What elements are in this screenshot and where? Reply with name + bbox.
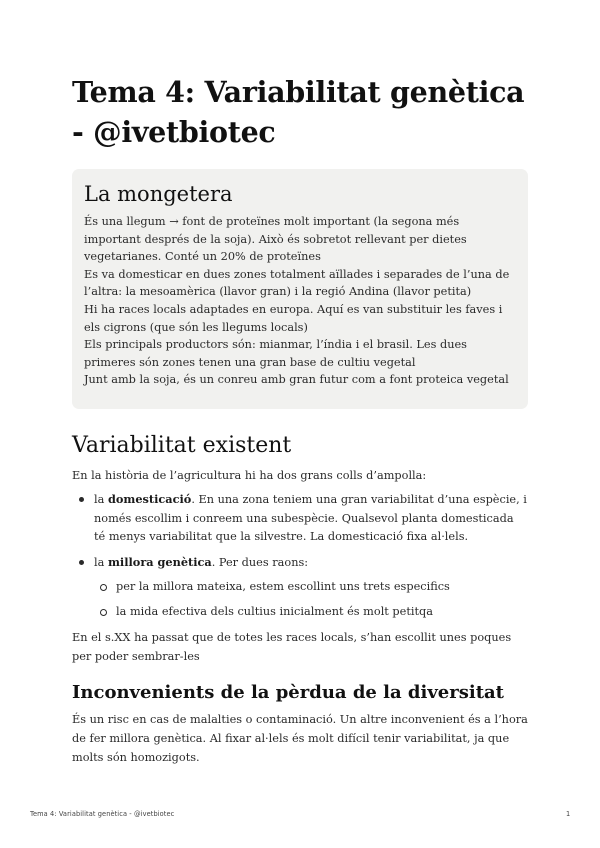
section-heading-inconvenients: Inconvenients de la pèrdua de la diversitat (72, 682, 504, 703)
page-title: Tema 4: Variabilitat genètica - @ivetbiotec (72, 75, 525, 149)
sub-list-item (94, 603, 528, 622)
bullet-icon (79, 560, 84, 565)
callout-line: Hi ha races locals adaptades en europa. Aquí es van substituir les faves i els cigrons (que són les llegums locals) (84, 302, 503, 334)
list-item-prefix: la (94, 493, 108, 506)
callout-box (72, 169, 528, 409)
document-page (72, 72, 528, 764)
list-item-prefix: la (94, 555, 108, 569)
callout-heading: La mongetera (84, 182, 233, 206)
sub-list (94, 578, 528, 621)
callout-line: Els principals productors són: mianmar, l’índia i el brasil. Les dues primeres són zones tenen una gran base de cultiu vegetal (84, 338, 467, 369)
list-item-text: . En una zona teniem una gran variabilitat d’una espècie, i només escollim i conreem una subespècie. Qualsevol planta domesticada té menys variabilitat que la silvestre. La domesticació fixa al·lels. (94, 493, 527, 544)
list-item (72, 490, 528, 547)
callout-line: És una llegum → font de proteïnes molt important (la segona més important després de la soja). Això és sobretot rellevant per dietes vegetarianes. Conté un 20% de proteïnes (84, 215, 467, 264)
page-number: 1 (566, 810, 571, 818)
section-heading-variabilitat: Variabilitat existent (72, 433, 292, 458)
list-item-keyword: millora genètica (107, 554, 212, 569)
sub-list-item-text: per la millora mateixa, estem escollint uns trets especifics (116, 580, 450, 594)
section-intro: En la història de l’agricultura hi ha dos grans colls d’ampolla: (72, 469, 427, 482)
bullet-icon (79, 497, 84, 502)
section-closing: En el s.XX ha passat que de totes les races locals, s’han escollit unes poques per poder sembrar-les (72, 631, 512, 663)
section-body: És un risc en cas de malalties o contaminació. Un altre inconvenient és a l’hora de fer millora genètica. Al fixar al·lels és molt difícil tenir variabilitat, ja que molts són homozigots. (72, 713, 528, 764)
callout-line: Junt amb la soja, és un conreu amb gran futur com a font proteica vegetal (84, 373, 509, 387)
list-item-keyword: domesticació (107, 492, 192, 506)
sub-list-item (94, 578, 528, 597)
footer-title: Tema 4: Variabilitat genètica - @ivetbiotec (30, 810, 175, 818)
list-item (72, 553, 528, 622)
sub-list-item-text: la mida efectiva dels cultius inicialment és molt petitqa (116, 604, 434, 618)
list-item-text: . Per dues raons: (211, 555, 309, 569)
circle-bullet-icon (100, 609, 107, 616)
bottleneck-list (72, 490, 528, 628)
circle-bullet-icon (100, 584, 107, 591)
callout-line: Es va domesticar en dues zones totalment aïllades i separades de l’una de l’altra: la mesoamèrica (llavor gran) i la regió Andina (llavor petita) (84, 267, 510, 299)
